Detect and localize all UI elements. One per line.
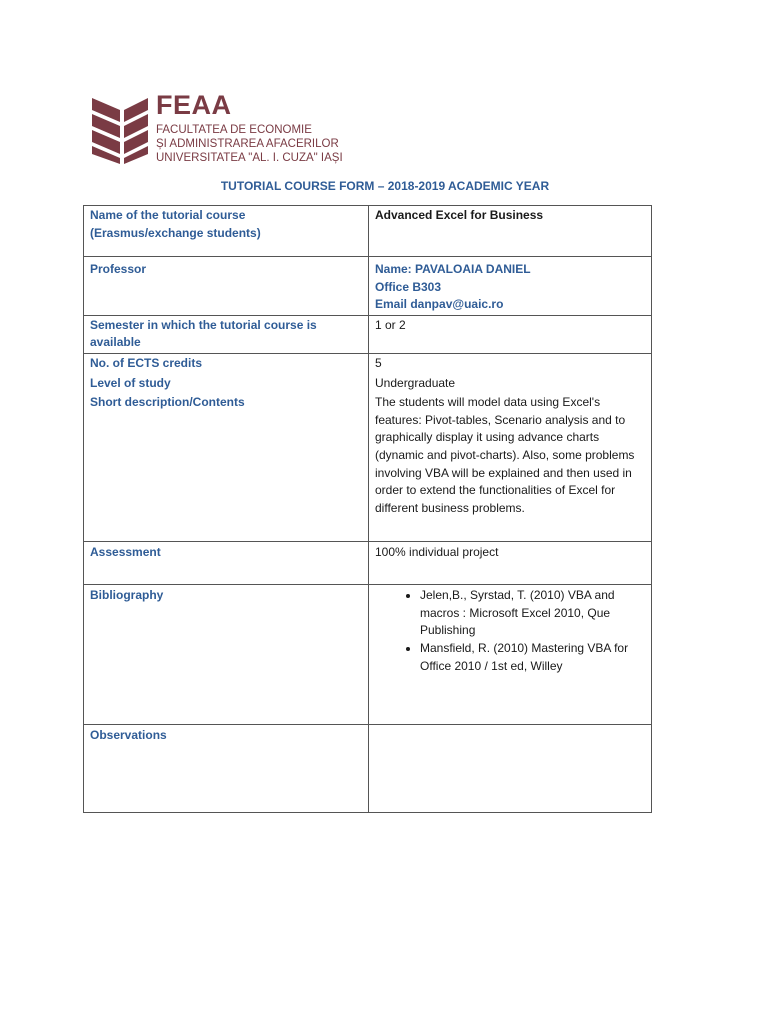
professor-email: Email danpav@uaic.ro xyxy=(375,297,504,312)
bibliography-item: • Mansfield, R. (2010) Mastering VBA for Office 2010 / 1st ed, Willey xyxy=(420,640,645,675)
bibliography-list xyxy=(375,587,645,675)
logo-title: FEAA xyxy=(156,90,232,120)
logo-line-university: UNIVERSITATEA "AL. I. CUZA" IAȘI xyxy=(156,152,343,164)
professor-label: Professor xyxy=(84,257,369,316)
table-row xyxy=(84,542,652,585)
assessment-value: 100% individual project xyxy=(369,542,652,585)
semester-label: Semester in which the tutorial course is available xyxy=(84,315,369,353)
feaa-book-emblem-icon xyxy=(90,92,148,164)
feaa-logo xyxy=(90,90,350,165)
assessment-label: Assessment xyxy=(84,542,369,585)
table-row xyxy=(84,257,652,316)
table-row xyxy=(84,725,652,813)
form-title: TUTORIAL COURSE FORM – 2018-2019 ACADEMIC YEAR xyxy=(220,179,550,193)
professor-name: Name: PAVALOAIA DANIEL xyxy=(375,262,531,276)
ects-value: 5 xyxy=(369,353,652,373)
professor-office: Office B303 xyxy=(375,279,442,294)
course-name-label-line1: Name of the tutorial course xyxy=(90,208,246,222)
description-label: Short description/Contents xyxy=(84,393,369,542)
table-row xyxy=(84,374,652,394)
ects-label: No. of ECTS credits xyxy=(84,353,369,373)
course-name-label xyxy=(84,206,369,257)
level-label: Level of study xyxy=(84,374,369,394)
bibliography-item: • Jelen,B., Syrstad, T. (2010) VBA and macros : Microsoft Excel 2010, Que Publishing xyxy=(420,587,645,640)
description-value: The students will model data using Excel's features: Pivot-tables, Scenario analysis and to graphically display it using advance charts (dynamic and pivot-charts). Also, some problems involving VBA will be explained and then used in order to extend the functionalities of Excel for different business problems. xyxy=(369,393,652,542)
level-value: Undergraduate xyxy=(369,374,652,394)
semester-value: 1 or 2 xyxy=(369,315,652,353)
observations-label: Observations xyxy=(84,725,369,813)
logo-line-admin: ȘI ADMINISTRAREA AFACERILOR xyxy=(156,138,339,150)
table-row xyxy=(84,315,652,353)
professor-value xyxy=(369,257,652,316)
table-row xyxy=(84,585,652,725)
table-row xyxy=(84,393,652,542)
observations-value xyxy=(369,725,652,813)
course-name-value: Advanced Excel for Business xyxy=(369,206,652,257)
course-form-table xyxy=(83,205,652,813)
logo-line-faculty: FACULTATEA DE ECONOMIE xyxy=(156,124,312,136)
table-row xyxy=(84,353,652,373)
course-name-label-line2: (Erasmus/exchange students) xyxy=(90,225,261,240)
bibliography-label: Bibliography xyxy=(84,585,369,725)
table-row xyxy=(84,206,652,257)
bibliography-value xyxy=(369,585,652,725)
